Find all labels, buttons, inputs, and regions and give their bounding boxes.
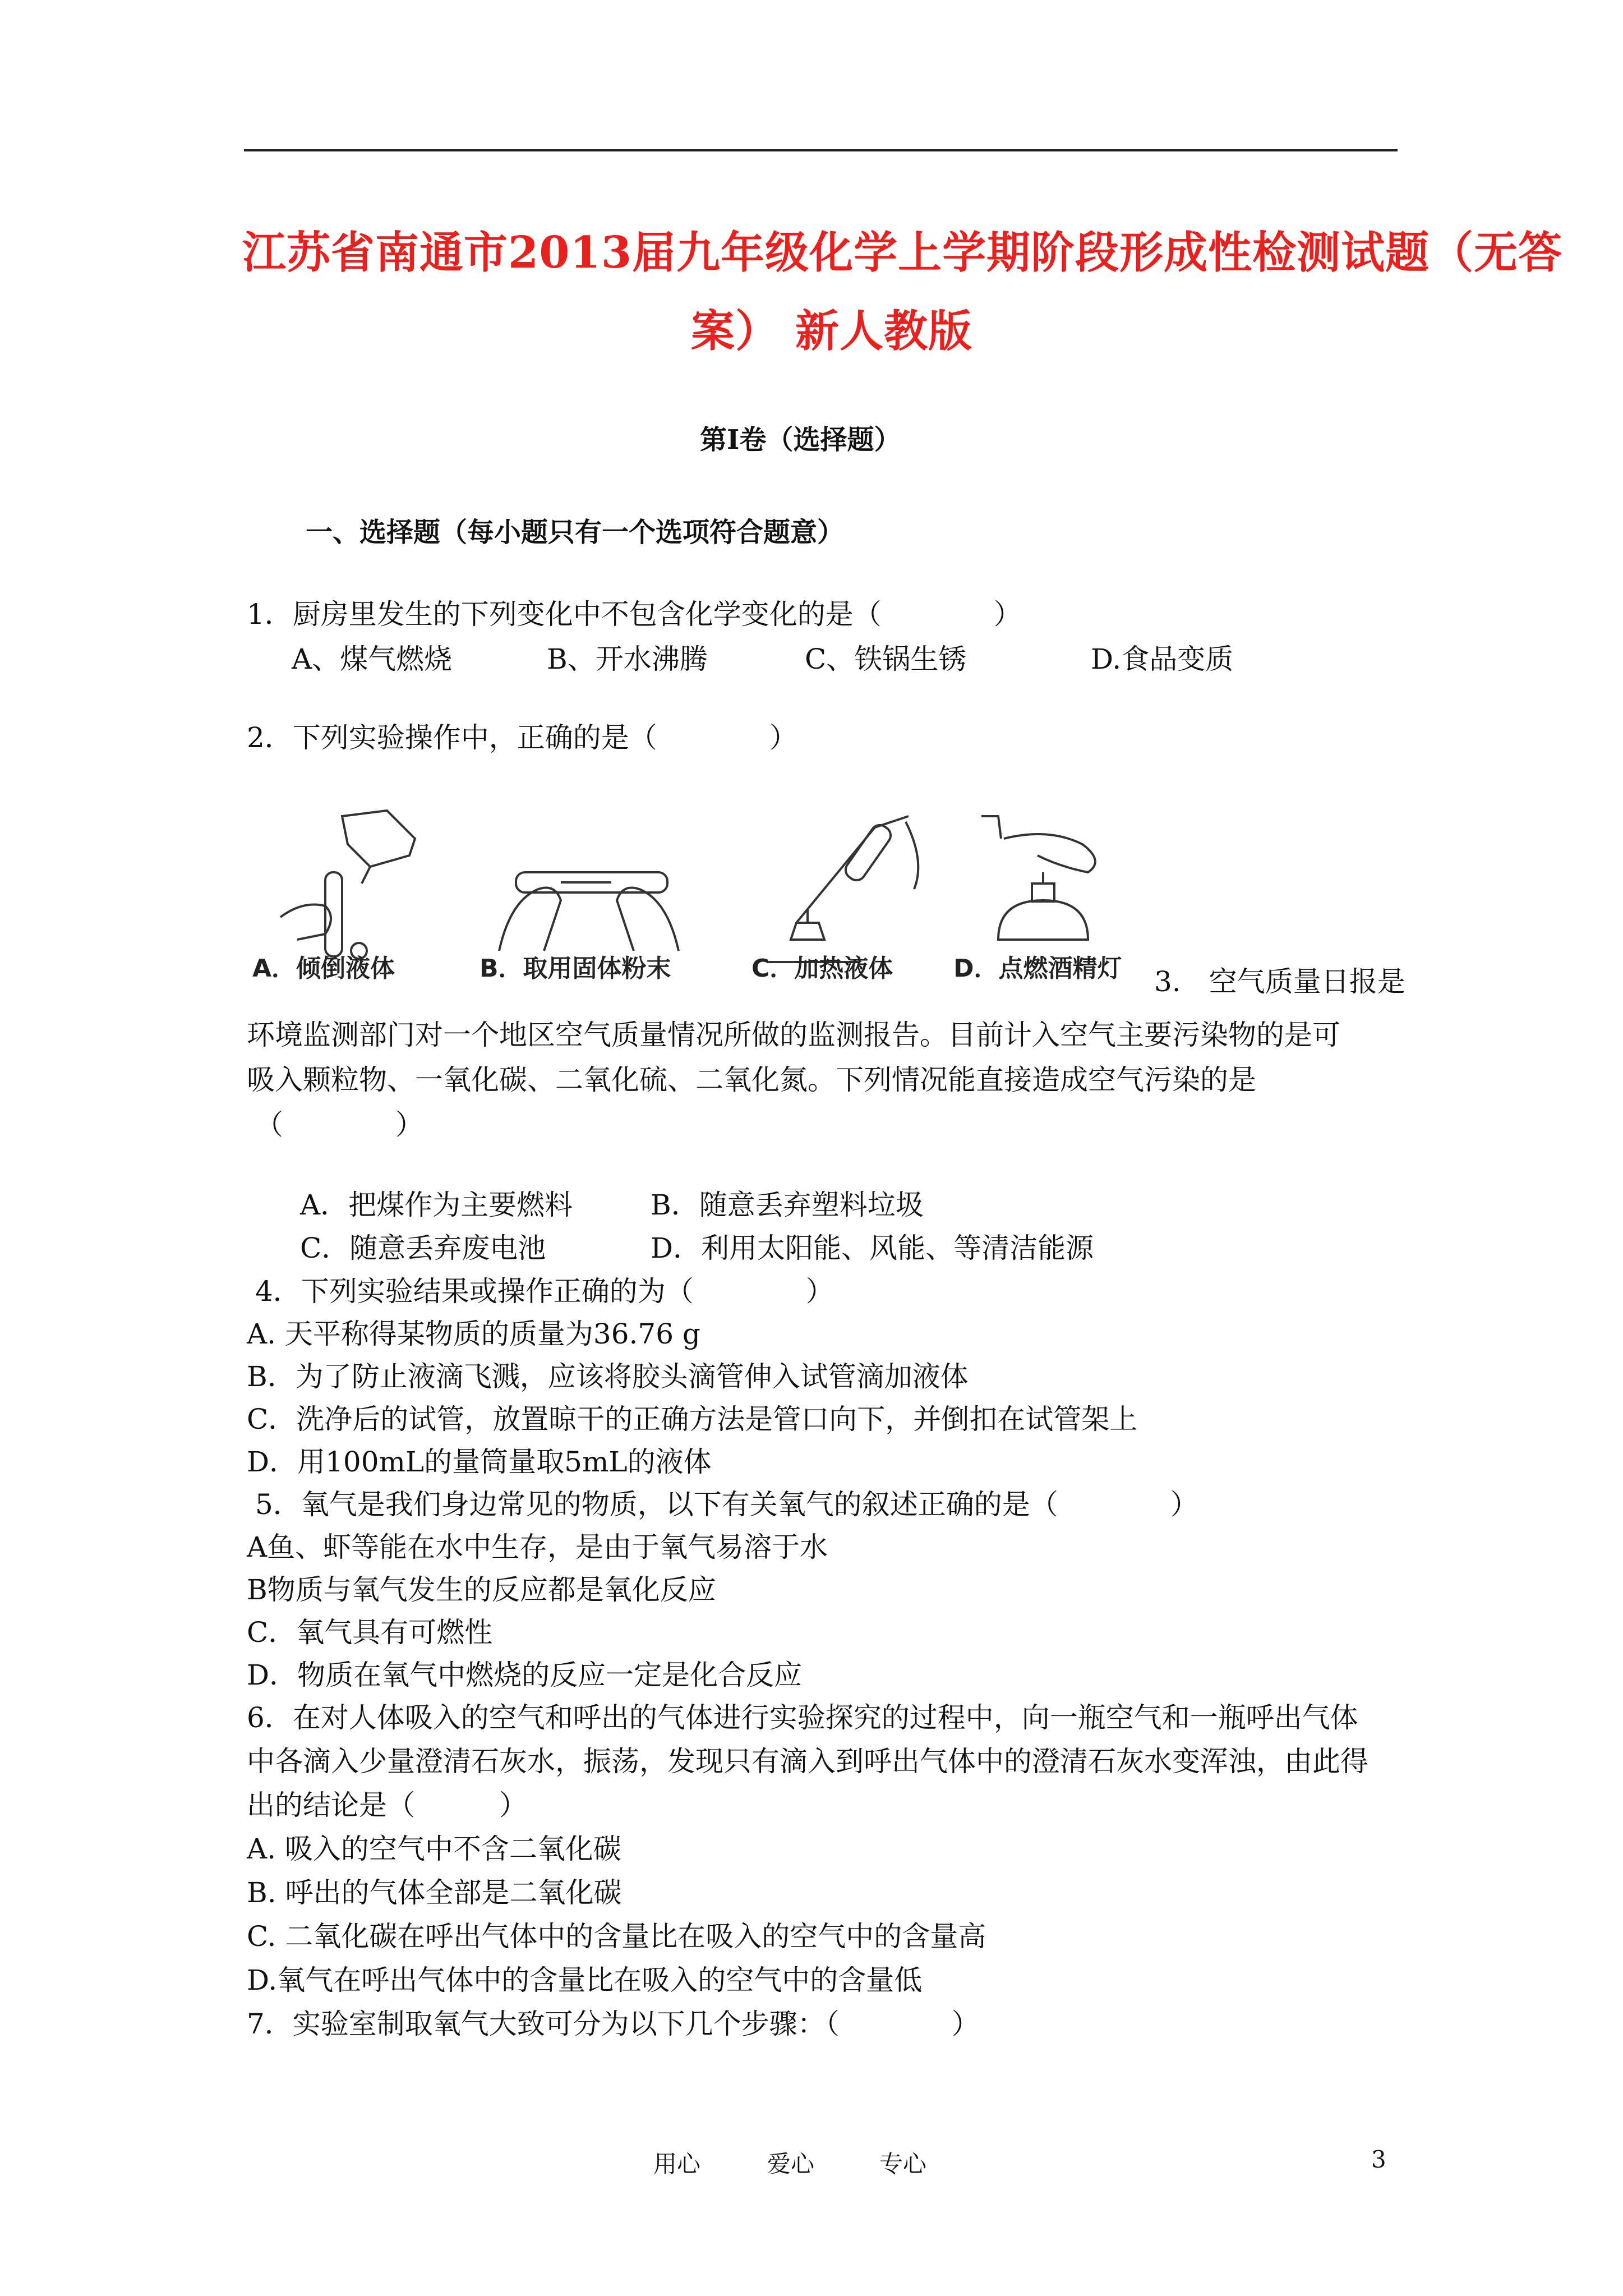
q1-option-c: C、铁锅生锈 (805, 643, 967, 675)
document-title-line2: 案） 新人教版 (691, 306, 973, 357)
q3-option-d: D．利用太阳能、风能、等清洁能源 (651, 1232, 1094, 1264)
footer-item-1: 用心 (653, 2150, 701, 2178)
figure-caption-a: A．倾倒液体 (252, 954, 395, 983)
figure-caption-c: C．加热液体 (751, 954, 893, 983)
q6-stem-line3: 出的结论是（ ） (247, 1789, 527, 1821)
figure-caption-b: B．取用固体粉末 (479, 954, 671, 983)
q3-option-c: C．随意丢弃废电池 (300, 1232, 546, 1264)
q5-option-d: D．物质在氧气中燃烧的反应一定是化合反应 (247, 1659, 803, 1691)
q1-option-a: A、煤气燃烧 (292, 643, 453, 675)
document-title-line1: 江苏省南通市2013届九年级化学上学期阶段形成性检测试题（无答 (242, 227, 1563, 278)
q3-stem-line2: 环境监测部门对一个地区空气质量情况所做的监测报告。目前计入空气主要污染物的是可 (247, 1019, 1340, 1051)
q1-option-b: B、开水沸腾 (547, 643, 708, 675)
q6-option-d: D.氧气在呼出气体中的含量比在吸入的空气中的含量低 (247, 1964, 923, 1996)
q4-stem: 4．下列实验结果或操作正确的为（ ） (255, 1275, 834, 1308)
q4-option-c: C．洗净后的试管，放置晾干的正确方法是管口向下，并倒扣在试管架上 (247, 1403, 1138, 1435)
q2-stem: 2．下列实验操作中，正确的是（ ） (247, 721, 797, 754)
q5-option-a: A鱼、虾等能在水中生存，是由于氧气易溶于水 (247, 1531, 828, 1563)
header-rule (244, 149, 1398, 151)
q5-option-b: B物质与氧气发生的反应都是氧化反应 (247, 1573, 716, 1606)
q6-option-c: C. 二氧化碳在呼出气体中的含量比在吸入的空气中的含量高 (247, 1920, 986, 1953)
q7-stem: 7．实验室制取氧气大致可分为以下几个步骤：（ ） (247, 2008, 980, 2040)
q1-option-d: D.食品变质 (1091, 643, 1234, 675)
q4-option-b: B．为了防止液滴飞溅，应该将胶头滴管伸入试管滴加液体 (247, 1360, 969, 1393)
q6-option-b: B. 呼出的气体全部是二氧化碳 (247, 1876, 622, 1909)
q4-option-a: A. 天平称得某物质的质量为36.76 g (247, 1318, 700, 1350)
figure-caption-d: D．点燃酒精灯 (953, 954, 1122, 983)
q3-stem-line3: 吸入颗粒物、一氧化碳、二氧化硫、二氧化氮。下列情况能直接造成空气污染的是 (247, 1064, 1256, 1096)
page-number: 3 (1371, 2146, 1386, 2173)
section-heading: 第Ⅰ卷（选择题） (700, 424, 901, 455)
q3-option-b: B．随意丢弃塑料垃圾 (651, 1189, 924, 1221)
q5-option-c: C．氧气具有可燃性 (247, 1616, 493, 1649)
q1-stem: 1．厨房里发生的下列变化中不包含化学变化的是（ ） (247, 598, 1022, 631)
q6-stem-line2: 中各滴入少量澄清石灰水，振荡，发现只有滴入到呼出气体中的澄清石灰水变浑浊，由此得 (247, 1745, 1368, 1778)
part-heading: 一、选择题（每小题只有一个选项符合题意） (306, 517, 845, 548)
footer-item-2: 爱心 (767, 2150, 815, 2178)
q4-option-d: D．用100mL的量筒量取5mL的液体 (247, 1446, 712, 1478)
q6-stem-line1: 6．在对人体吸入的空气和呼出的气体进行实验探究的过程中，向一瓶空气和一瓶呼出气体 (247, 1701, 1358, 1734)
q3-option-a: A．把煤作为主要燃料 (300, 1189, 573, 1221)
q6-option-a: A. 吸入的空气中不含二氧化碳 (247, 1833, 621, 1865)
q3-stem-start: 3. 空气质量日报是 (1154, 965, 1405, 998)
q5-stem: 5．氧气是我们身边常见的物质，以下有关氧气的叙述正确的是（ ） (255, 1488, 1198, 1521)
footer-item-3: 专心 (879, 2150, 927, 2178)
q3-stem-line4: （ ） (255, 1108, 423, 1141)
